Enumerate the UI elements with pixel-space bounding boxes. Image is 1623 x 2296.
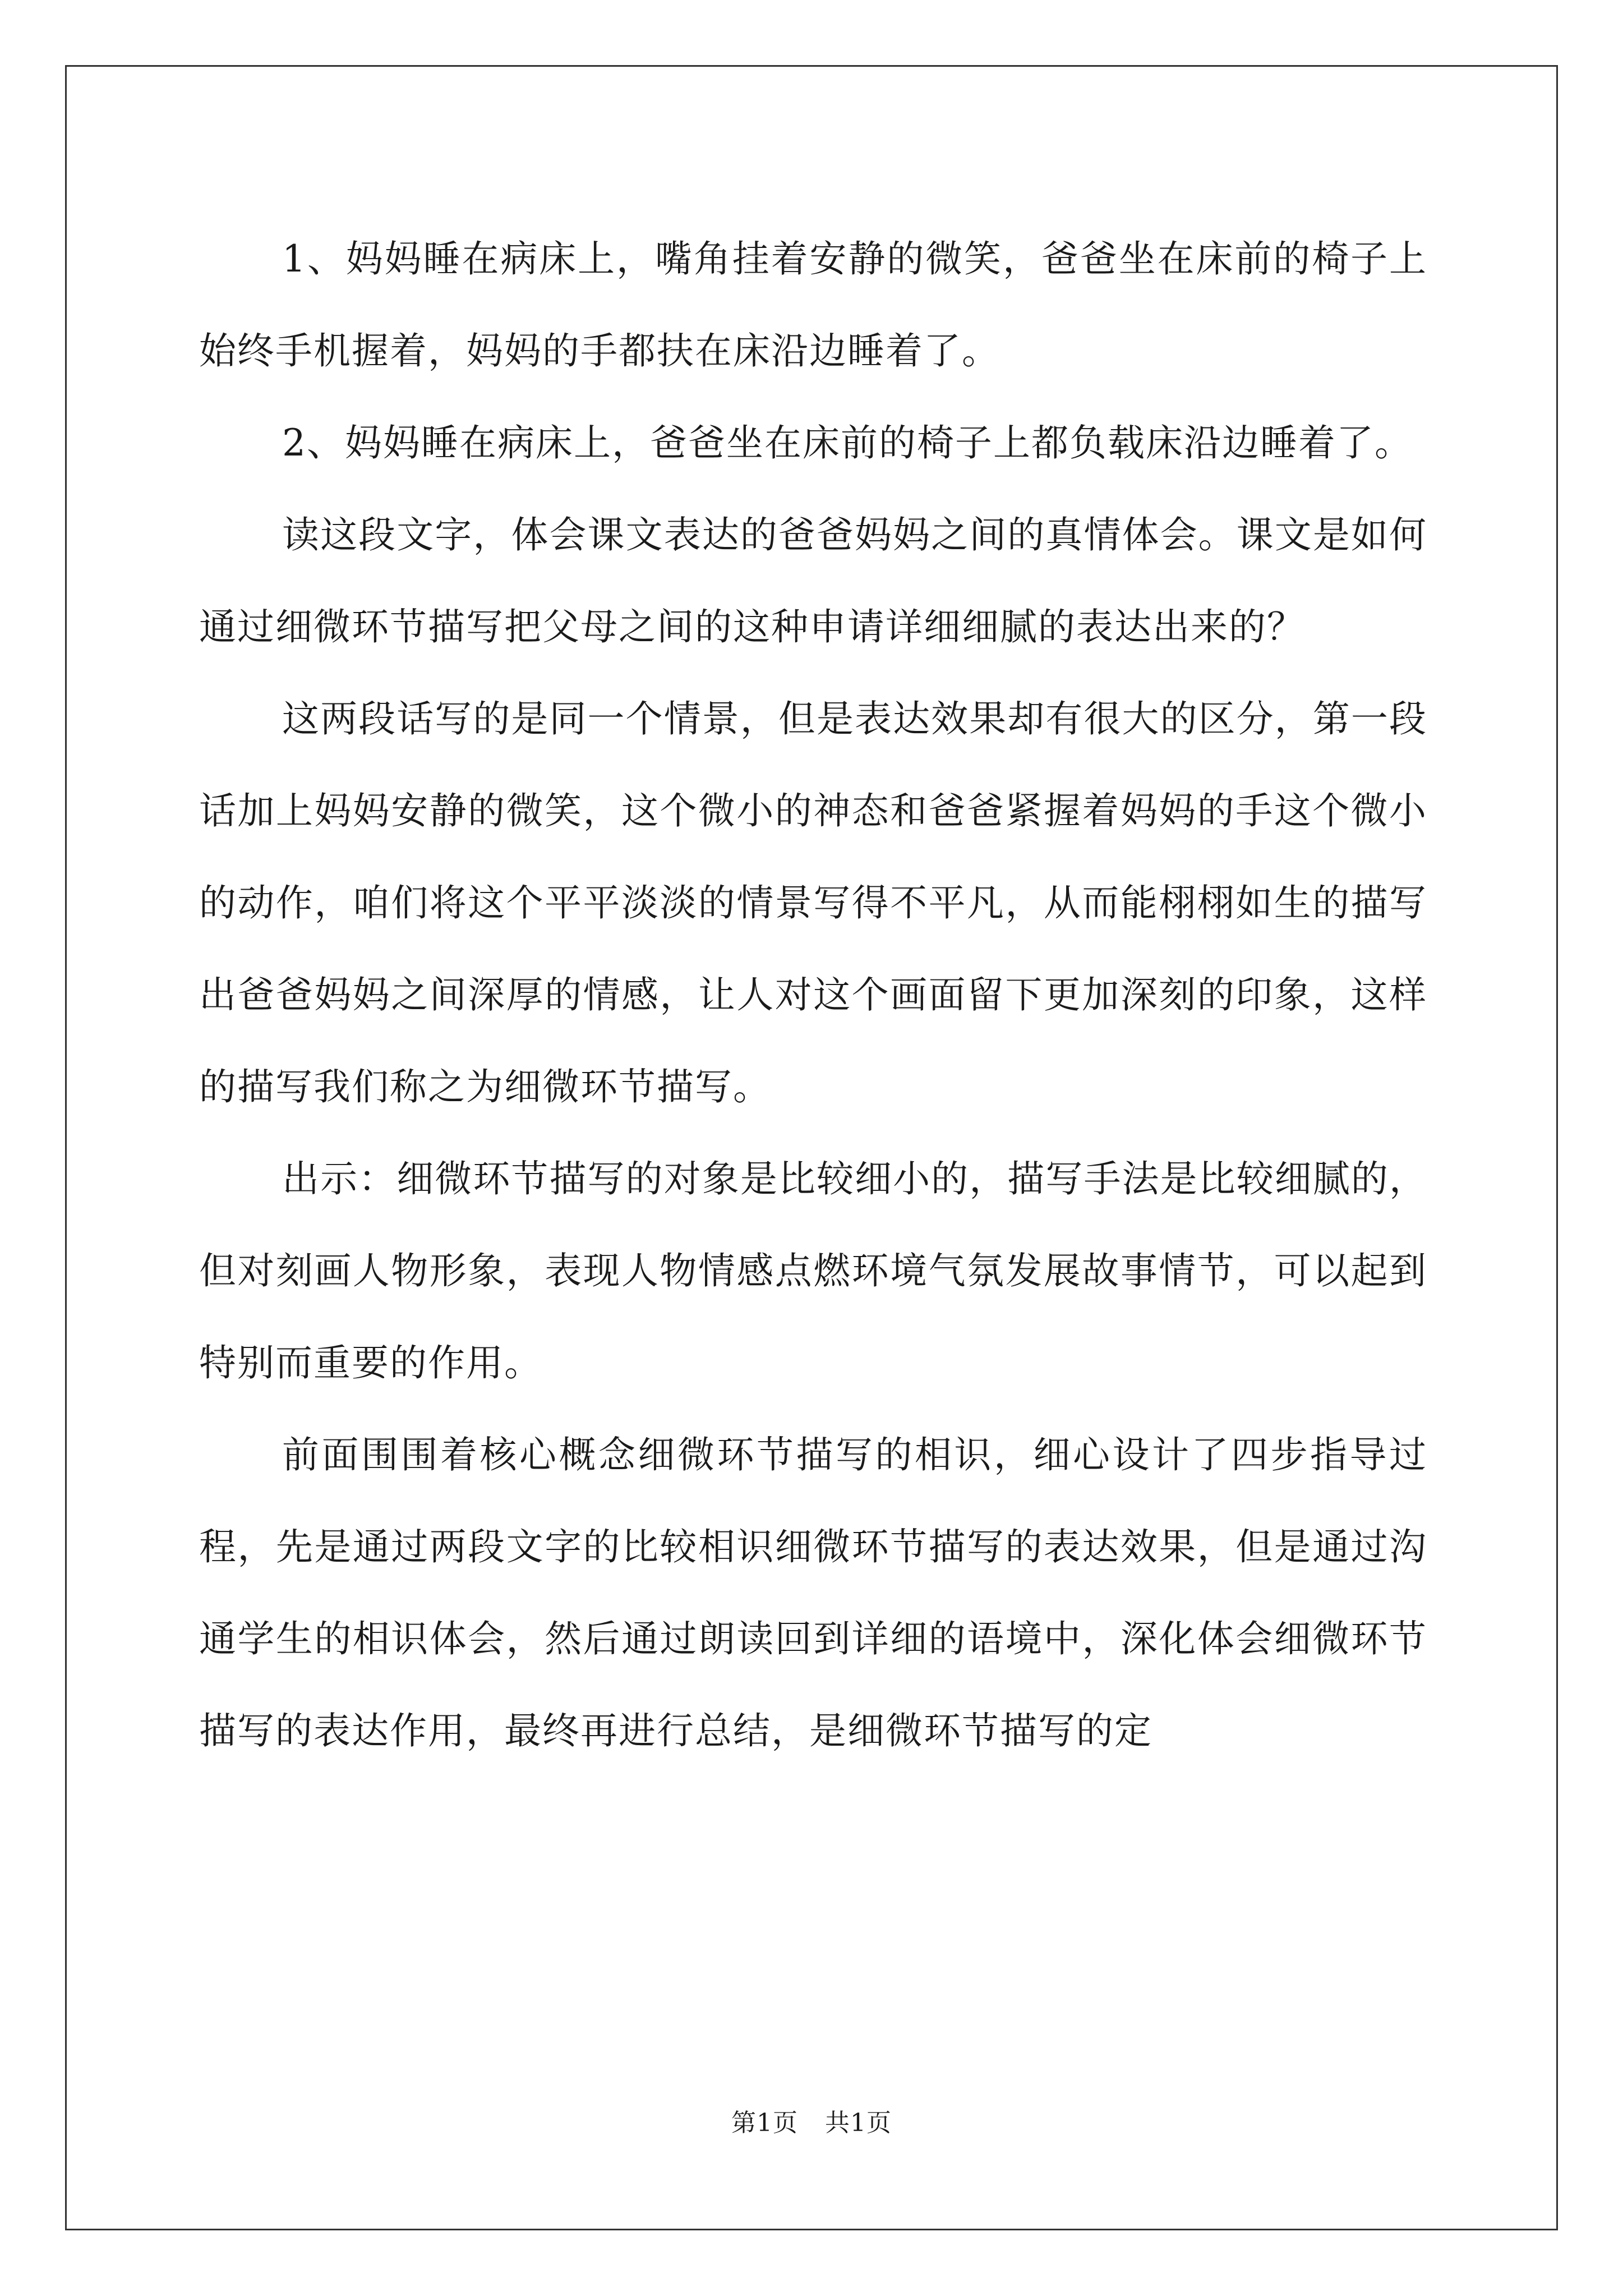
page-total: 共1页 [825, 2109, 892, 2137]
paragraph-2: 2、妈妈睡在病床上，爸爸坐在床前的椅子上都负载床沿边睡着了。 [282, 421, 1413, 464]
paragraph-5: 出示：细微环节描写的对象是比较细小的，描写手法是比较细腻的，但对刻画人物形象，表现人物情感点燃环境气氛发展故事情节，可以起到特别而重要的作用。 [199, 1157, 1427, 1384]
paragraph-6: 前面围围着核心概念细微环节描写的相识，细心设计了四步指导过程，先是通过两段文字的比较相识细微环节描写的表达效果，但是通过沟通学生的相识体会，然后通过朗读回到详细的语境中，深化体会细微环节描写的表达作用，最终再进行总结，是细微环节描写的定 [199, 1433, 1427, 1752]
paragraph-4: 这两段话写的是同一个情景，但是表达效果却有很大的区分，第一段话加上妈妈安静的微笑，这个微小的神态和爸爸紧握着妈妈的手这个微小的动作，咱们将这个平平淡淡的情景写得不平凡，从而能栩栩如生的描写出爸爸妈妈之间深厚的情感，让人对这个画面留下更加深刻的印象，这样的描写我们称之为细微环节描写。 [199, 697, 1427, 1108]
paragraph-1: 1、妈妈睡在病床上，嘴角挂着安静的微笑，爸爸坐在床前的椅子上始终手机握着，妈妈的手都扶在床沿边睡着了。 [199, 237, 1427, 372]
paragraph-3: 读这段文字，体会课文表达的爸爸妈妈之间的真情体会。课文是如何通过细微环节描写把父母之间的这种申请详细细腻的表达出来的？ [199, 513, 1427, 648]
page-number: 第1页 [731, 2109, 798, 2137]
document-body [199, 213, 1427, 1777]
page-footer [0, 2106, 1623, 2140]
